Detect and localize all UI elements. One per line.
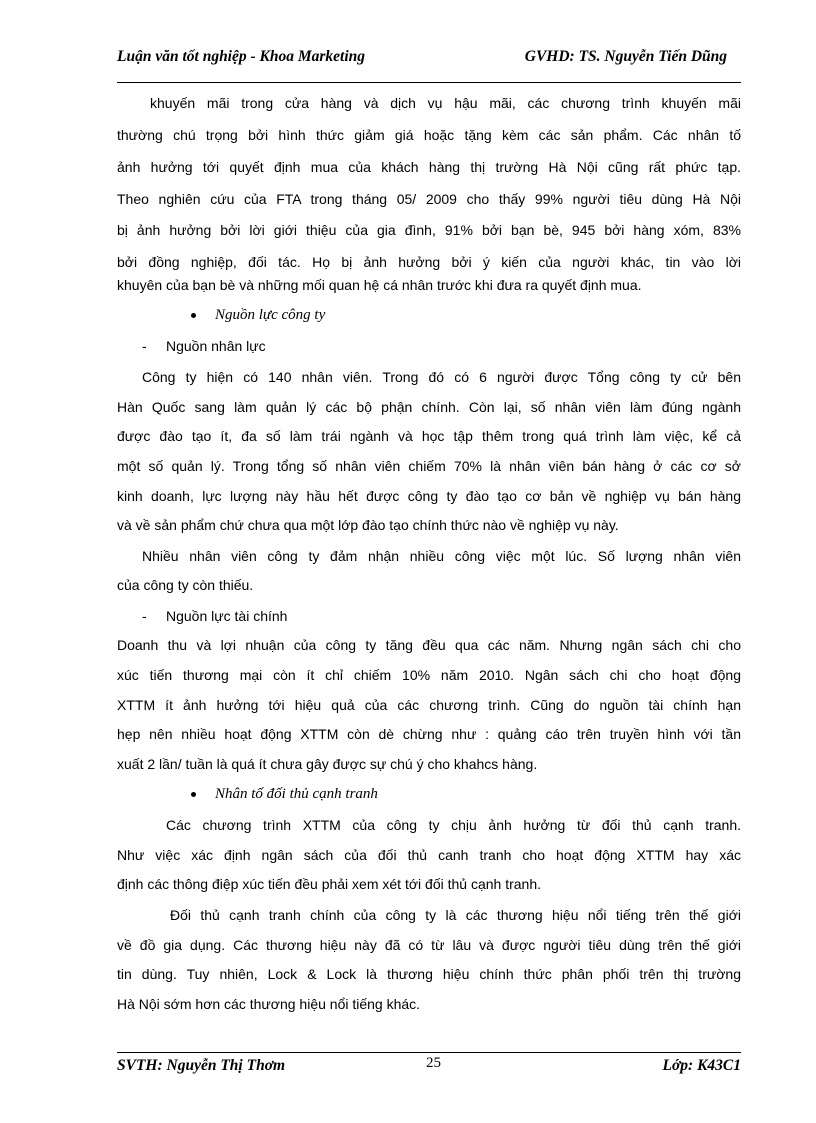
text-line: về đồ gia dụng. Các thương hiệu này đã có từ lâu và được người tiêu dùng trên thế giới [117, 937, 741, 953]
footer-rule [117, 1052, 741, 1053]
text-line: Hà Nội sớm hơn các thương hiệu nổi tiếng khác. [117, 996, 421, 1012]
text-line: Đối thủ cạnh tranh chính của công ty là các thương hiệu nổi tiếng trên thế giới [170, 907, 741, 923]
text-line: ảnh hưởng tới quyết định mua của khách hàng thị trường Hà Nội cũng rất phức tạp. [117, 159, 741, 175]
header-rule [117, 82, 741, 83]
text-line: và về sản phẩm chứ chưa qua một lớp đào tạo chính thức nào về nghiệp vụ này. [117, 517, 619, 533]
text-line: hẹp nên nhiều hoạt động XTTM còn dè chừng như : quảng cáo trên truyền hình với tần [117, 726, 741, 742]
header-thesis-title: Luận văn tốt nghiệp - Khoa Marketing [117, 48, 366, 65]
text-line: định các thông điệp xúc tiến đều phải xem xét tới đối thủ cạnh tranh. [117, 876, 542, 892]
text-line: của công ty còn thiếu. [117, 577, 254, 593]
text-line: Nhiều nhân viên công ty đảm nhận nhiều công việc một lúc. Số lượng nhân viên [142, 548, 741, 564]
text-line: Theo nghiên cứu của FTA trong tháng 05/ 2009 cho thấy 99% người tiêu dùng Hà Nội [117, 191, 741, 207]
section-heading: Nguồn lực công ty [215, 307, 326, 323]
text-line: được đào tạo ít, đa số làm trái ngành và học tập thêm trong quá trình làm việc, kể cả [117, 428, 741, 444]
text-line: thường chú trọng bởi hình thức giảm giá hoặc tặng kèm các sản phẩm. Các nhân tố [117, 127, 741, 143]
text-line: kinh doanh, lực lượng này hầu hết được công ty đào tạo cơ bản về nghiệp vụ bán hàng [117, 488, 741, 504]
text-line: khuyên của bạn bè và những mối quan hệ cá nhân trước khi đưa ra quyết định mua. [117, 277, 642, 293]
footer-class: Lớp: K43C1 [662, 1057, 741, 1074]
header-advisor: GVHD: TS. Nguyễn Tiến Dũng [524, 48, 727, 65]
text-line: tin dùng. Tuy nhiên, Lock & Lock là thương hiệu chính thức phân phối trên thị trường [117, 966, 741, 982]
text-line: khuyến mãi trong cửa hàng và dịch vụ hậu mãi, các chương trình khuyến mãi [150, 95, 741, 111]
dash-marker: - [142, 608, 147, 624]
text-line: Công ty hiện có 140 nhân viên. Trong đó có 6 người được Tổng công ty cử bên [142, 369, 741, 385]
page-number: 25 [426, 1055, 441, 1071]
text-line: xúc tiến thương mại còn ít chỉ chiếm 10% năm 2010. Ngân sách chi cho hoạt động [117, 667, 741, 683]
section-heading: Nhân tố đối thủ cạnh tranh [215, 786, 378, 802]
subsection-heading: Nguồn lực tài chính [166, 608, 288, 624]
text-line: Như việc xác định ngân sách của đối thủ canh tranh cho hoạt động XTTM hay xác [117, 847, 741, 863]
text-line: bị ảnh hưởng bởi lời giới thiệu của gia đình, 91% bởi bạn bè, 945 bởi hàng xóm, 83% [117, 222, 741, 238]
page-footer [117, 1055, 741, 1077]
bullet-icon [191, 792, 196, 797]
text-line: Hàn Quốc sang làm quản lý các bộ phận chính. Còn lại, số nhân viên làm đúng ngành [117, 399, 741, 415]
text-line: XTTM ít ảnh hưởng tới hiệu quả của các chương trình. Cũng do nguồn tài chính hạn [117, 697, 741, 713]
text-line: một số quản lý. Trong tổng số nhân viên chiếm 70% là nhân viên bán hàng ở các cơ sở [117, 458, 741, 474]
bullet-icon [191, 313, 196, 318]
text-line: Doanh thu và lợi nhuận của công ty tăng đều qua các năm. Nhưng ngân sách chi cho [117, 637, 741, 653]
dash-marker: - [142, 338, 147, 354]
page-header [117, 48, 741, 70]
text-line: bởi đồng nghiệp, đối tác. Họ bị ảnh hưởng bởi ý kiến của người khác, tin vào lời [117, 254, 741, 270]
footer-student: SVTH: Nguyễn Thị Thơm [117, 1057, 286, 1074]
text-line: xuất 2 lần/ tuần là quá ít chưa gây được sự chú ý cho khahcs hàng. [117, 756, 538, 772]
text-line: Các chương trình XTTM của công ty chịu ảnh hưởng từ đối thủ cạnh tranh. [166, 817, 741, 833]
subsection-heading: Nguồn nhân lực [166, 338, 266, 354]
